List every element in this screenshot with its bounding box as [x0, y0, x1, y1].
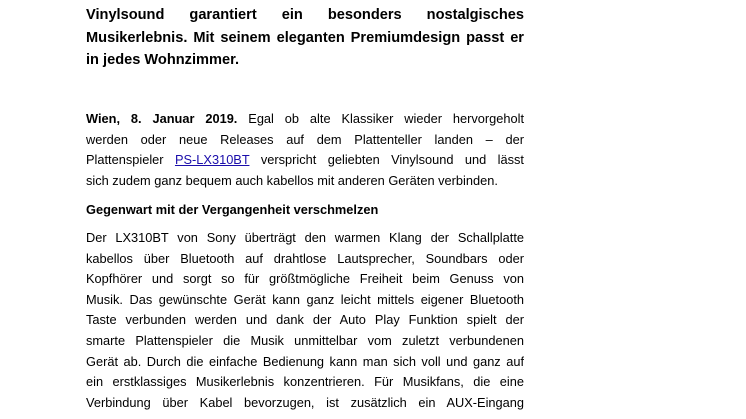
- intro-text: Egal ob alte Klassiker wieder hervorgeholt: [248, 111, 524, 126]
- body-line: Musik. Das gewünschte Gerät kann ganz leicht mittels eigener Bluetooth: [86, 292, 524, 307]
- lead-line: in jedes Wohnzimmer.: [86, 52, 239, 68]
- section-heading: Gegenwart mit der Vergangenheit verschmelzen: [86, 202, 379, 217]
- body-line: ein erstklassiges Musikerlebnis konzentrieren. Für Musikfans, die eine: [86, 374, 524, 389]
- intro-text: Plattenspieler: [86, 152, 164, 167]
- dateline: Wien, 8. Januar 2019.: [86, 111, 238, 126]
- intro-text: verspricht geliebten Vinylsound und lässt: [260, 152, 524, 167]
- body-line: Kopfhörer und sorgt so für größtmögliche Freiheit beim Genuss von: [86, 271, 524, 286]
- lead-line: Musikerlebnis. Mit seinem eleganten Premiumdesign passt er: [86, 30, 524, 46]
- intro-line: [86, 109, 524, 129]
- intro-line: werden oder neue Releases auf dem Plattenteller landen – der: [86, 132, 524, 147]
- body-line: Taste verbunden werden und dank der Auto Play Funktion spielt der: [86, 312, 524, 327]
- intro-line: sich zudem ganz bequem auch kabellos mit anderen Geräten verbinden.: [86, 173, 498, 188]
- body-line: Gerät ab. Durch die einfache Bedienung kann man sich voll und ganz auf: [86, 354, 524, 369]
- body-line: Verbindung über Kabel bevorzugen, ist zusätzlich ein AUX-Eingang: [86, 395, 524, 410]
- body-line: kabellos über Bluetooth auf drahtlose Lautsprecher, Soundbars oder: [86, 251, 524, 266]
- product-link[interactable]: PS-LX310BT: [174, 152, 250, 167]
- intro-line: [86, 150, 524, 170]
- body-line: smarte Plattenspieler die Musik unmittelbar vom zuletzt verbundenen: [86, 333, 524, 348]
- body-line: Der LX310BT von Sony überträgt den warmen Klang der Schallplatte: [86, 230, 524, 245]
- lead-line: Vinylsound garantiert ein besonders nostalgisches: [86, 7, 524, 23]
